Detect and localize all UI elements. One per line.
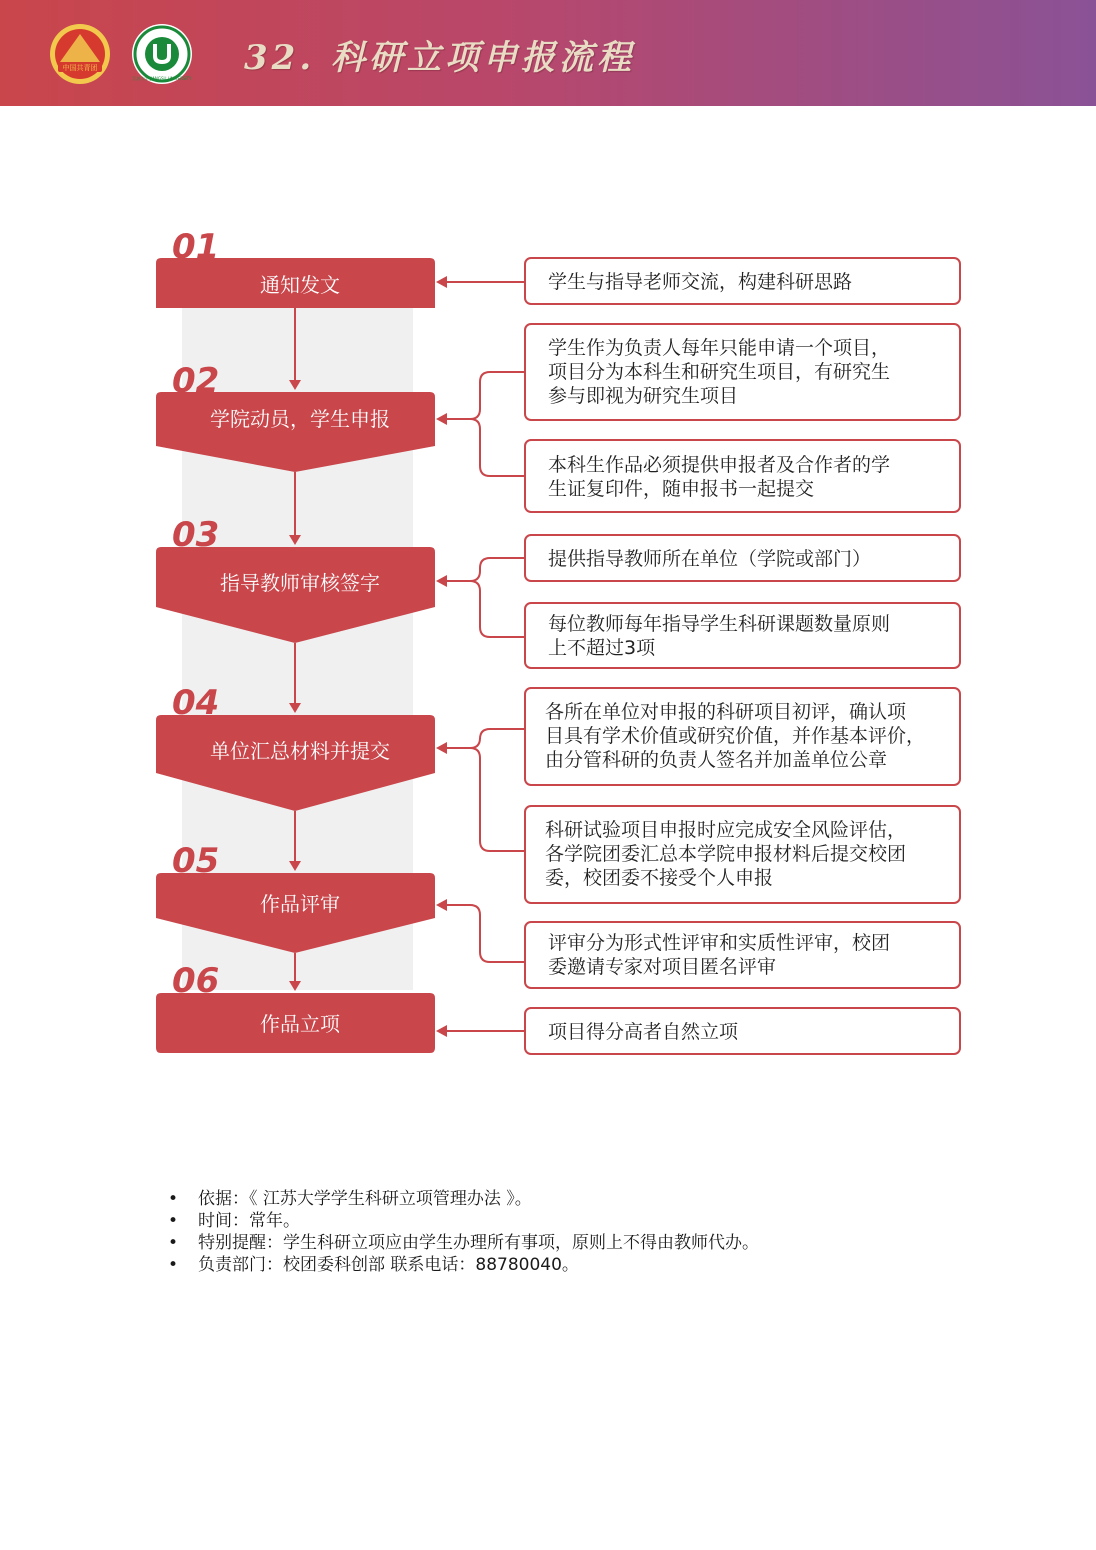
connector-arrowhead	[436, 413, 447, 425]
bracket-connector	[447, 372, 525, 476]
note-text-line: 由分管科研的负责人签名并加盖单位公章	[545, 749, 888, 771]
note-text-line: 项目分为本科生和研究生项目，有研究生	[548, 361, 891, 383]
page-title: 32. 科研立项申报流程	[244, 38, 635, 78]
note-text-line: 生证复印件，随申报书一起提交	[548, 478, 815, 500]
notes-list-item: • 负责部门：校团委科创部 联系电话：88780040。	[168, 1254, 759, 1276]
step-number: 01	[172, 227, 220, 267]
step-label: 通知发文	[260, 273, 340, 297]
connector-arrowhead	[436, 1025, 447, 1037]
league-emblem-text: 中国共青团	[62, 64, 98, 72]
step-number: 06	[172, 961, 220, 1001]
note-text-line: 提供指导教师所在单位（学院或部门）	[548, 548, 872, 570]
step-number: 03	[172, 515, 220, 555]
step-label: 单位汇总材料并提交	[210, 739, 390, 763]
note-text-line: 委，校团委不接受个人申报	[545, 867, 774, 889]
step-number: 05	[172, 841, 220, 881]
connector-arrowhead	[436, 742, 447, 754]
note-text-line: 每位教师每年指导学生科研课题数量原则	[548, 613, 891, 635]
university-emblem-text: 江苏大学 JIANGSU UNIVERSITY	[132, 76, 192, 81]
notes-list-item: • 时间：常年。	[168, 1210, 759, 1232]
step-label: 学院动员，学生申报	[210, 407, 390, 431]
notes-list	[168, 1188, 759, 1276]
bracket-connector	[447, 905, 525, 962]
step-label: 指导教师审核签字	[220, 571, 380, 595]
notes-list-item: • 特别提醒：学生科研立项应由学生办理所有事项，原则上不得由教师代办。	[168, 1232, 759, 1254]
note-text-line: 评审分为形式性评审和实质性评审，校团	[548, 932, 891, 954]
note-text-line: 学生作为负责人每年只能申请一个项目，	[548, 337, 891, 359]
step-label: 作品立项	[260, 1012, 340, 1036]
note-text-line: 参与即视为研究生项目	[548, 385, 739, 407]
note-box	[525, 440, 960, 512]
note-text-line: 学生与指导老师交流，构建科研思路	[548, 271, 853, 293]
step-number: 02	[172, 361, 220, 401]
note-text-line: 各学院团委汇总本学院申报材料后提交校团	[545, 843, 907, 865]
step-number: 04	[172, 683, 220, 723]
bracket-connector	[447, 558, 525, 637]
note-text-line: 本科生作品必须提供申报者及合作者的学	[548, 454, 891, 476]
bracket-connector	[447, 729, 525, 851]
note-text-line: 目具有学术价值或研究价值，并作基本评价，	[545, 725, 926, 747]
note-text-line: 各所在单位对申报的科研项目初评，确认项	[545, 701, 907, 723]
connector-arrowhead	[436, 899, 447, 911]
note-text-line: 项目得分高者自然立项	[548, 1021, 739, 1043]
connector-arrowhead	[436, 276, 447, 288]
notes-list-item: • 依据：《 江苏大学学生科研立项管理办法 》。	[168, 1188, 759, 1210]
step-label: 作品评审	[260, 892, 340, 916]
note-text-line: 科研试验项目申报时应完成安全风险评估，	[545, 819, 907, 841]
note-text-line: 上不超过3项	[548, 637, 656, 659]
note-text-line: 委邀请专家对项目匿名评审	[548, 956, 777, 978]
connector-arrowhead	[436, 575, 447, 587]
